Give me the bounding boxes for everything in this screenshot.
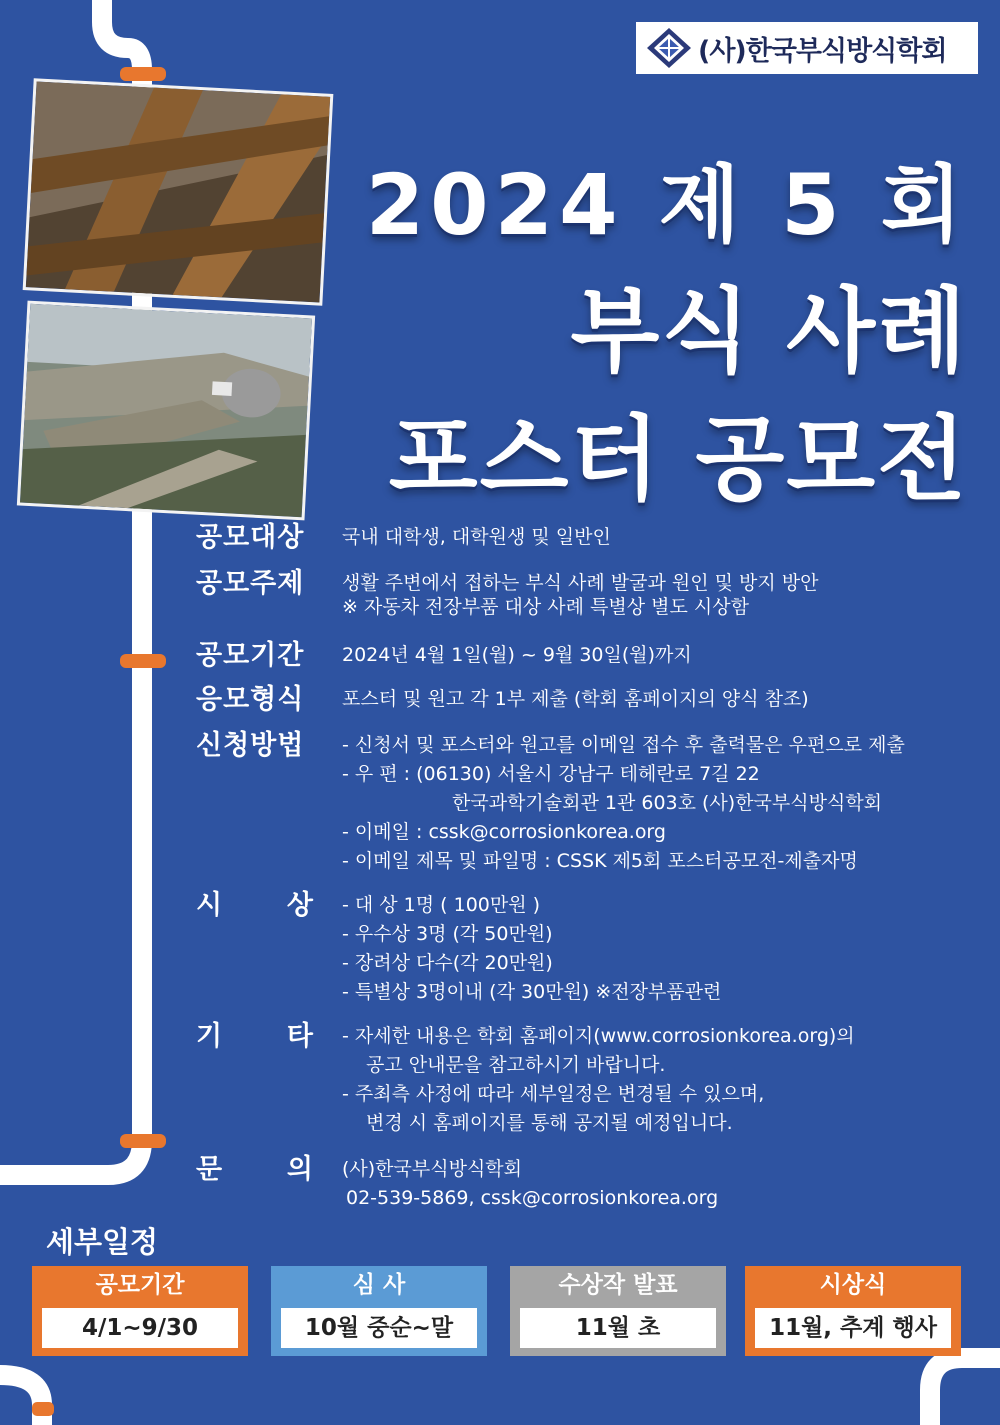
- schedule-item: [271, 1266, 487, 1356]
- info-method-line: - 이메일 제목 및 파일명 : CSSK 제5회 포스터공모전-제출자명: [342, 850, 858, 872]
- info-target: [196, 519, 611, 557]
- info-method: [196, 727, 905, 876]
- info-method-label: 신청방법: [196, 730, 305, 761]
- info-period-label: 공모기간: [196, 640, 305, 671]
- info-award-line: - 우수상 3명 (각 50만원): [342, 923, 553, 945]
- info-etc-line: - 자세한 내용은 학회 홈페이지(www.corrosionkorea.org)의: [342, 1025, 855, 1047]
- schedule-item-body: 10월 중순~말: [281, 1308, 477, 1348]
- info-award-line: - 대 상 1명 ( 100만원 ): [342, 894, 541, 916]
- info-contact-label: [196, 1151, 314, 1213]
- info-award-line: - 장려상 다수(각 20만원): [342, 952, 553, 974]
- schedule-item: [32, 1266, 248, 1356]
- info-format: [196, 681, 809, 719]
- org-logo: [636, 22, 978, 74]
- schedule-item: [745, 1266, 961, 1356]
- info-etc-line: 변경 시 홈페이지를 통해 공지될 예정입니다.: [366, 1112, 733, 1134]
- info-theme-label: 공모주제: [196, 568, 305, 599]
- info-method-line: - 우 편 : (06130) 서울시 강남구 테헤란로 7길 22: [342, 763, 760, 785]
- collapsed-bridge-photo: [17, 301, 315, 521]
- info-award: [196, 887, 721, 1007]
- title-year-edition: 2024 제 5 회: [365, 156, 968, 254]
- info-theme-line: 생활 주변에서 접하는 부식 사례 발굴과 원인 및 방지 방안: [342, 572, 819, 594]
- schedule-item: [510, 1266, 726, 1356]
- info-contact-label-a: 문: [196, 1154, 224, 1185]
- title-topic: 부식 사례: [570, 278, 968, 385]
- info-etc-line: - 주최측 사정에 따라 세부일정은 변경될 수 있으며,: [342, 1083, 765, 1105]
- info-contact: [196, 1151, 718, 1213]
- info-etc-label: [196, 1018, 314, 1138]
- info-award-label-b: 상: [286, 890, 314, 921]
- schedule-item-body: 4/1~9/30: [42, 1308, 238, 1348]
- info-contact-label-b: 의: [286, 1154, 314, 1185]
- schedule-item-head: 심 사: [271, 1266, 487, 1304]
- info-method-line: - 신청서 및 포스터와 원고를 이메일 접수 후 출력물은 우편으로 제출: [342, 734, 905, 756]
- info-format-label: 응모형식: [196, 684, 305, 715]
- info-etc: [196, 1018, 855, 1138]
- info-theme-note: ※ 자동차 전장부품 대상 사례 특별상 별도 시상함: [342, 596, 749, 618]
- info-method-line: - 이메일 : cssk@corrosionkorea.org: [342, 821, 666, 843]
- schedule-item-head: 시상식: [745, 1266, 961, 1304]
- schedule-title: 세부일정: [46, 1225, 159, 1259]
- info-award-label-a: 시: [196, 890, 224, 921]
- info-etc-line: 공고 안내문을 참고하시기 바랍니다.: [366, 1054, 666, 1076]
- schedule-item-head: 수상작 발표: [510, 1266, 726, 1304]
- diamond-logo-icon: [644, 26, 694, 70]
- info-award-line: - 특별상 3명이내 (각 30만원) ※전장부품관련: [342, 981, 722, 1003]
- info-award-label: [196, 887, 314, 1007]
- info-theme: [196, 565, 819, 622]
- info-target-text: 국내 대학생, 대학원생 및 일반인: [342, 526, 611, 548]
- info-format-text: 포스터 및 원고 각 1부 제출 (학회 홈페이지의 양식 참조): [342, 688, 809, 710]
- info-etc-label-a: 기: [196, 1021, 224, 1052]
- info-contact-org: (사)한국부식방식학회: [342, 1158, 523, 1180]
- schedule-item-body: 11월 초: [520, 1308, 716, 1348]
- info-etc-label-b: 타: [286, 1021, 314, 1052]
- info-period: [196, 637, 692, 675]
- title-contest: 포스터 공모전: [388, 406, 968, 513]
- info-method-line: 한국과학기술회관 1관 603호 (사)한국부식방식학회: [452, 792, 883, 814]
- org-name: (사)한국부식방식학회: [698, 35, 947, 67]
- schedule-item-head: 공모기간: [32, 1266, 248, 1304]
- bridge-rust-photo: [23, 78, 334, 305]
- info-period-text: 2024년 4월 1일(월) ~ 9월 30일(월)까지: [342, 644, 692, 666]
- schedule-item-body: 11월, 추계 행사: [755, 1308, 951, 1348]
- info-contact-details: 02-539-5869, cssk@corrosionkorea.org: [346, 1187, 719, 1209]
- info-target-label: 공모대상: [196, 522, 305, 553]
